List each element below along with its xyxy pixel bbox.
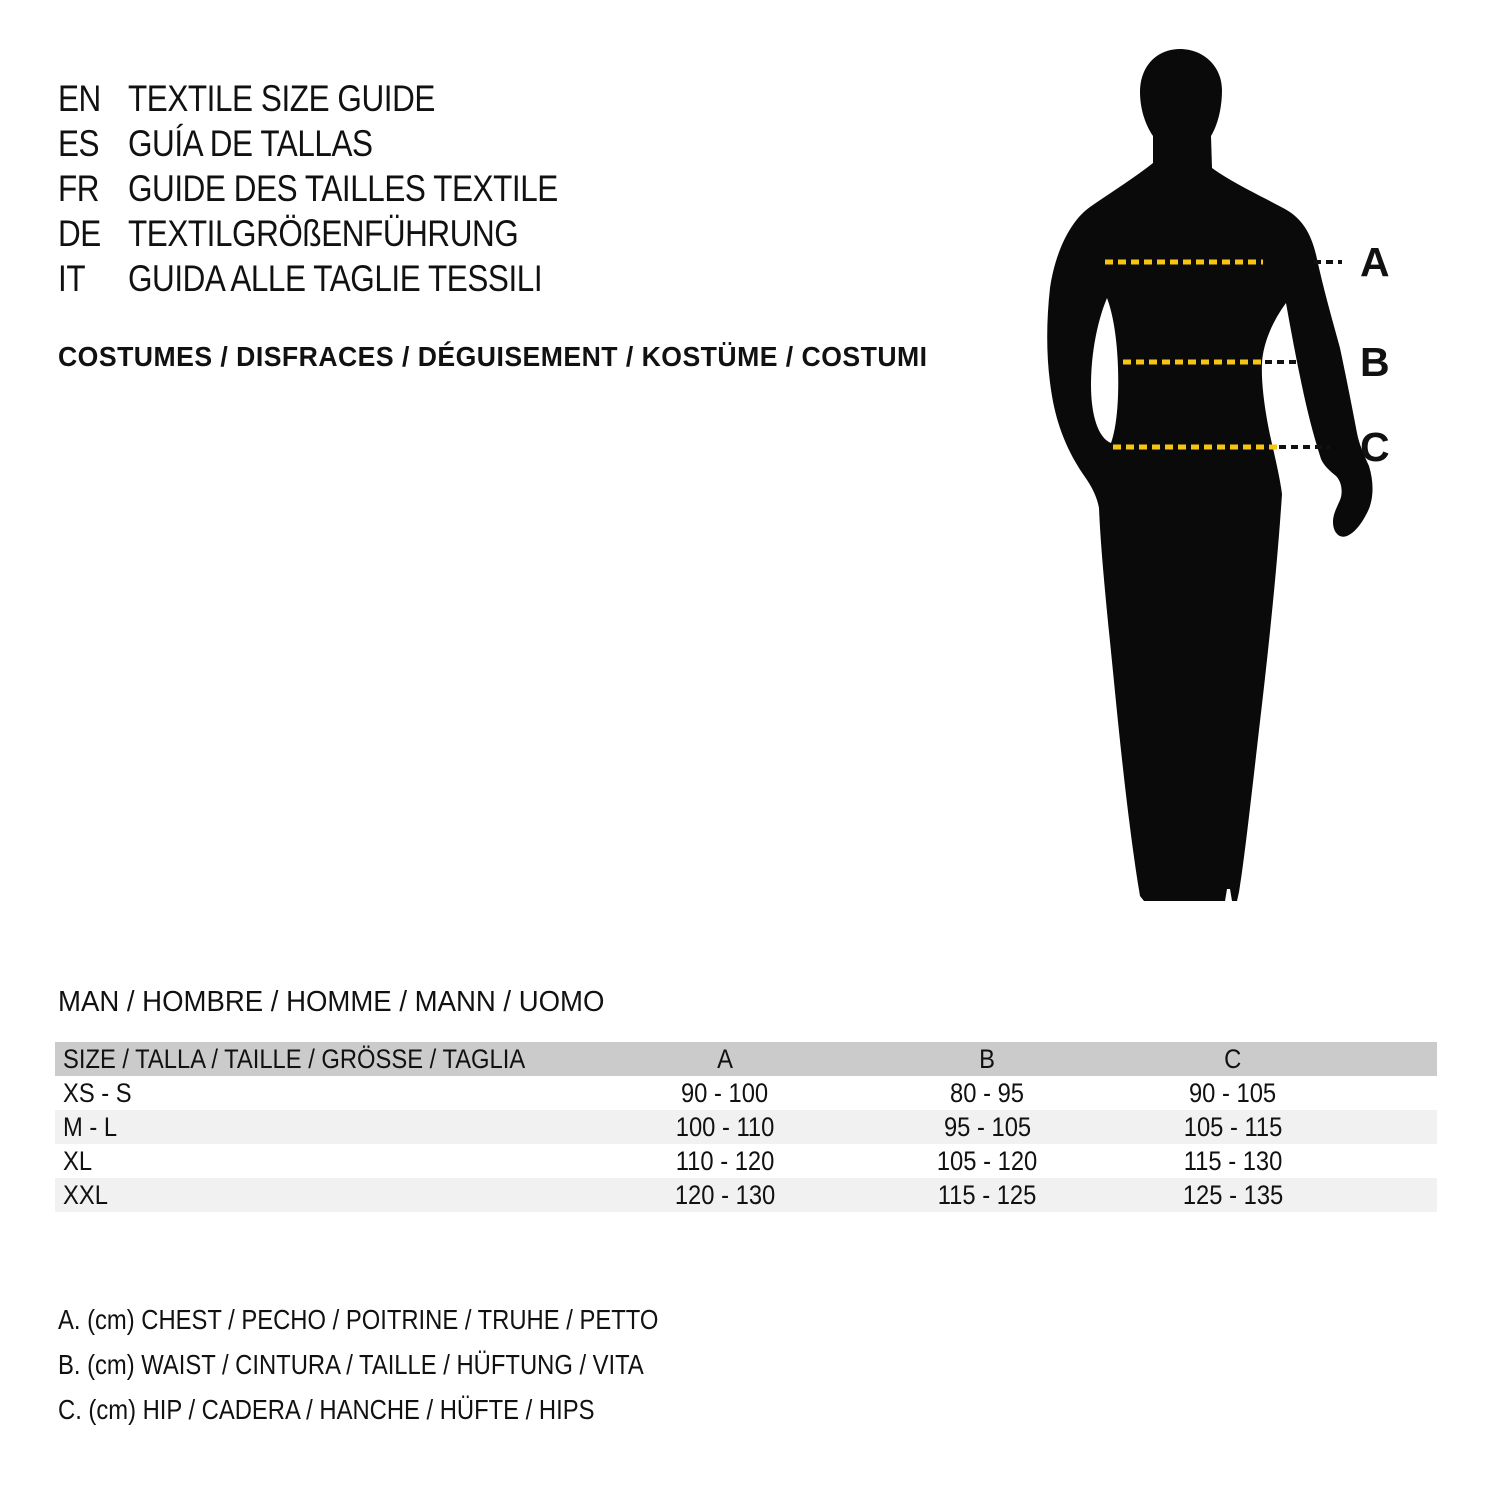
measure-label-b: B [1360, 339, 1390, 385]
row-b: 80 - 95 [950, 1078, 1025, 1108]
footnote-waist: B. (cm) WAIST / CINTURA / TAILLE / HÜFTUNG / VITA [58, 1348, 644, 1380]
language-code: IT [58, 257, 86, 299]
language-title: TEXTILE SIZE GUIDE [128, 77, 435, 119]
language-title: GUIDA ALLE TAGLIE TESSILI [128, 257, 543, 299]
row-b: 95 - 105 [943, 1112, 1032, 1142]
row-size: XS - S [63, 1078, 132, 1108]
row-size: XXL [63, 1180, 108, 1210]
row-b: 115 - 125 [938, 1180, 1037, 1210]
table-row-m-l [55, 1110, 1437, 1144]
row-size: M - L [63, 1112, 118, 1142]
language-row-fr [58, 166, 634, 211]
language-code: EN [58, 77, 101, 119]
footnote-hip: C. (cm) HIP / CADERA / HANCHE / HÜFTE / HIPS [58, 1393, 595, 1425]
category-heading: COSTUMES / DISFRACES / DÉGUISEMENT / KOSTÜME / COSTUMI [58, 341, 928, 372]
size-table-header-row [55, 1042, 1437, 1076]
header-size: SIZE / TALLA / TAILLE / GRÖSSE / TAGLIA [63, 1044, 526, 1074]
table-row-xs-s [55, 1076, 1437, 1110]
language-row-de [58, 211, 634, 256]
row-c: 90 - 105 [1189, 1078, 1277, 1108]
row-a: 120 - 130 [674, 1180, 776, 1210]
measure-label-a: A [1360, 239, 1390, 285]
language-title: TEXTILGRÖßENFÜHRUNG [128, 212, 519, 254]
language-title: GUÍA DE TALLAS [128, 122, 373, 164]
header-col-c: C [1224, 1044, 1242, 1074]
row-a: 110 - 120 [675, 1146, 775, 1176]
size-table [55, 1042, 1437, 1212]
language-code: ES [58, 122, 100, 164]
row-c: 115 - 130 [1183, 1146, 1283, 1176]
language-row-en [58, 76, 634, 121]
header-col-b: B [979, 1044, 996, 1074]
footnote-chest: A. (cm) CHEST / PECHO / POITRINE / TRUHE / PETTO [58, 1303, 659, 1335]
table-row-xl [55, 1144, 1437, 1178]
language-list [58, 76, 634, 301]
section-title-man: MAN / HOMBRE / HOMME / MANN / UOMO [58, 986, 605, 1018]
row-c: 125 - 135 [1182, 1180, 1284, 1210]
row-b: 105 - 120 [937, 1146, 1038, 1176]
language-row-it [58, 256, 634, 301]
row-c: 105 - 115 [1183, 1112, 1283, 1142]
man-silhouette-figure [1000, 30, 1420, 930]
measurement-footnotes [58, 1297, 764, 1432]
language-code: DE [58, 212, 101, 254]
man-silhouette-shape [1047, 49, 1372, 901]
row-a: 90 - 100 [681, 1078, 769, 1108]
language-code: FR [58, 167, 100, 209]
row-a: 100 - 110 [675, 1112, 775, 1142]
row-size: XL [63, 1146, 93, 1176]
table-row-xxl [55, 1178, 1437, 1212]
language-row-es [58, 121, 634, 166]
measure-label-c: C [1360, 424, 1390, 470]
header-col-a: A [717, 1044, 733, 1074]
language-title: GUIDE DES TAILLES TEXTILE [128, 167, 558, 209]
